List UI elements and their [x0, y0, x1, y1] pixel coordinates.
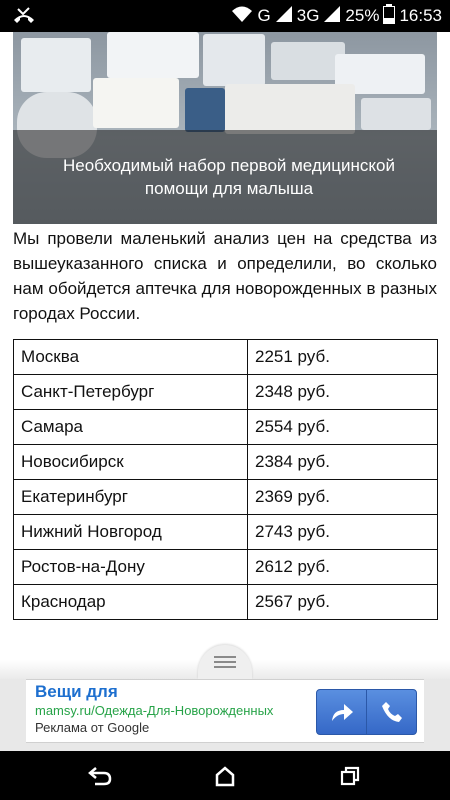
ad-title[interactable]: Вещи для: [35, 682, 118, 701]
price-cell: 2384 руб.: [248, 445, 438, 480]
city-cell: Краснодар: [14, 585, 248, 620]
price-cell: 2743 руб.: [248, 515, 438, 550]
city-cell: Москва: [14, 340, 248, 375]
ad-attribution: Реклама от Google: [35, 720, 150, 735]
home-button[interactable]: [195, 751, 255, 800]
image-caption: Необходимый набор первой медицинской помощи для малыша: [62, 156, 395, 198]
recent-apps-icon: [339, 765, 361, 787]
price-cell: 2348 руб.: [248, 375, 438, 410]
battery-icon: [383, 4, 395, 29]
clock: 16:53: [399, 6, 442, 25]
adhesive-bandage-box: [93, 78, 179, 128]
city-cell: Новосибирск: [14, 445, 248, 480]
gauze-package: [107, 32, 199, 78]
drawer-handle[interactable]: [198, 645, 252, 679]
table-row: [14, 550, 438, 585]
navigation-bar: [0, 751, 450, 800]
price-cell: 2251 руб.: [248, 340, 438, 375]
table-row: [14, 480, 438, 515]
ad-banner[interactable]: [26, 679, 424, 743]
table-row: [14, 375, 438, 410]
table-row: [14, 340, 438, 375]
pads-package: [271, 42, 345, 80]
price-cell: 2612 руб.: [248, 550, 438, 585]
signal-icon: [323, 5, 341, 28]
table-row: [14, 515, 438, 550]
table-row: [14, 410, 438, 445]
recent-apps-button[interactable]: [320, 751, 380, 800]
price-table: [13, 339, 438, 620]
signal-icon: [275, 5, 293, 28]
table-row: [14, 585, 438, 620]
ad-action-buttons: [316, 689, 417, 735]
menu-lines-icon: [214, 653, 236, 671]
battery-percent: 25%: [345, 6, 380, 25]
city-cell: Нижний Новгород: [14, 515, 248, 550]
city-cell: Самара: [14, 410, 248, 445]
price-cell: 2369 руб.: [248, 480, 438, 515]
city-cell: Санкт-Петербург: [14, 375, 248, 410]
ad-url[interactable]: mamsy.ru/Одежда-Для-Новорожденных: [35, 703, 274, 718]
ad-call-button[interactable]: [367, 690, 416, 734]
network-type-g: G: [257, 6, 271, 25]
tape-roll: [185, 88, 225, 132]
city-cell: Екатеринбург: [14, 480, 248, 515]
status-bar: [0, 0, 450, 32]
first-aid-kit-image: [13, 32, 437, 224]
image-caption-overlay: [13, 130, 437, 224]
bandage-package: [21, 38, 91, 92]
wifi-icon: [230, 4, 254, 29]
share-arrow-icon: [329, 701, 355, 723]
table-row: [14, 445, 438, 480]
missed-call-icon: [12, 6, 36, 31]
intro-paragraph: Мы провели маленький анализ цен на средства из вышеуказанного списка и определили, во сколько нам обойдется аптечка для новорожденных в разных городах России.: [13, 229, 437, 323]
phone-icon: [380, 700, 404, 724]
ad-open-button[interactable]: [317, 690, 367, 734]
price-cell: 2567 руб.: [248, 585, 438, 620]
back-icon: [87, 765, 113, 787]
price-cell: 2554 руб.: [248, 410, 438, 445]
home-icon: [214, 765, 236, 787]
city-cell: Ростов-на-Дону: [14, 550, 248, 585]
back-button[interactable]: [70, 751, 130, 800]
network-type-3g: 3G: [296, 6, 320, 25]
abdominal-pad: [225, 84, 355, 134]
ad-banner-area: [0, 679, 450, 751]
scissors: [361, 98, 431, 130]
pads-package: [203, 34, 265, 86]
